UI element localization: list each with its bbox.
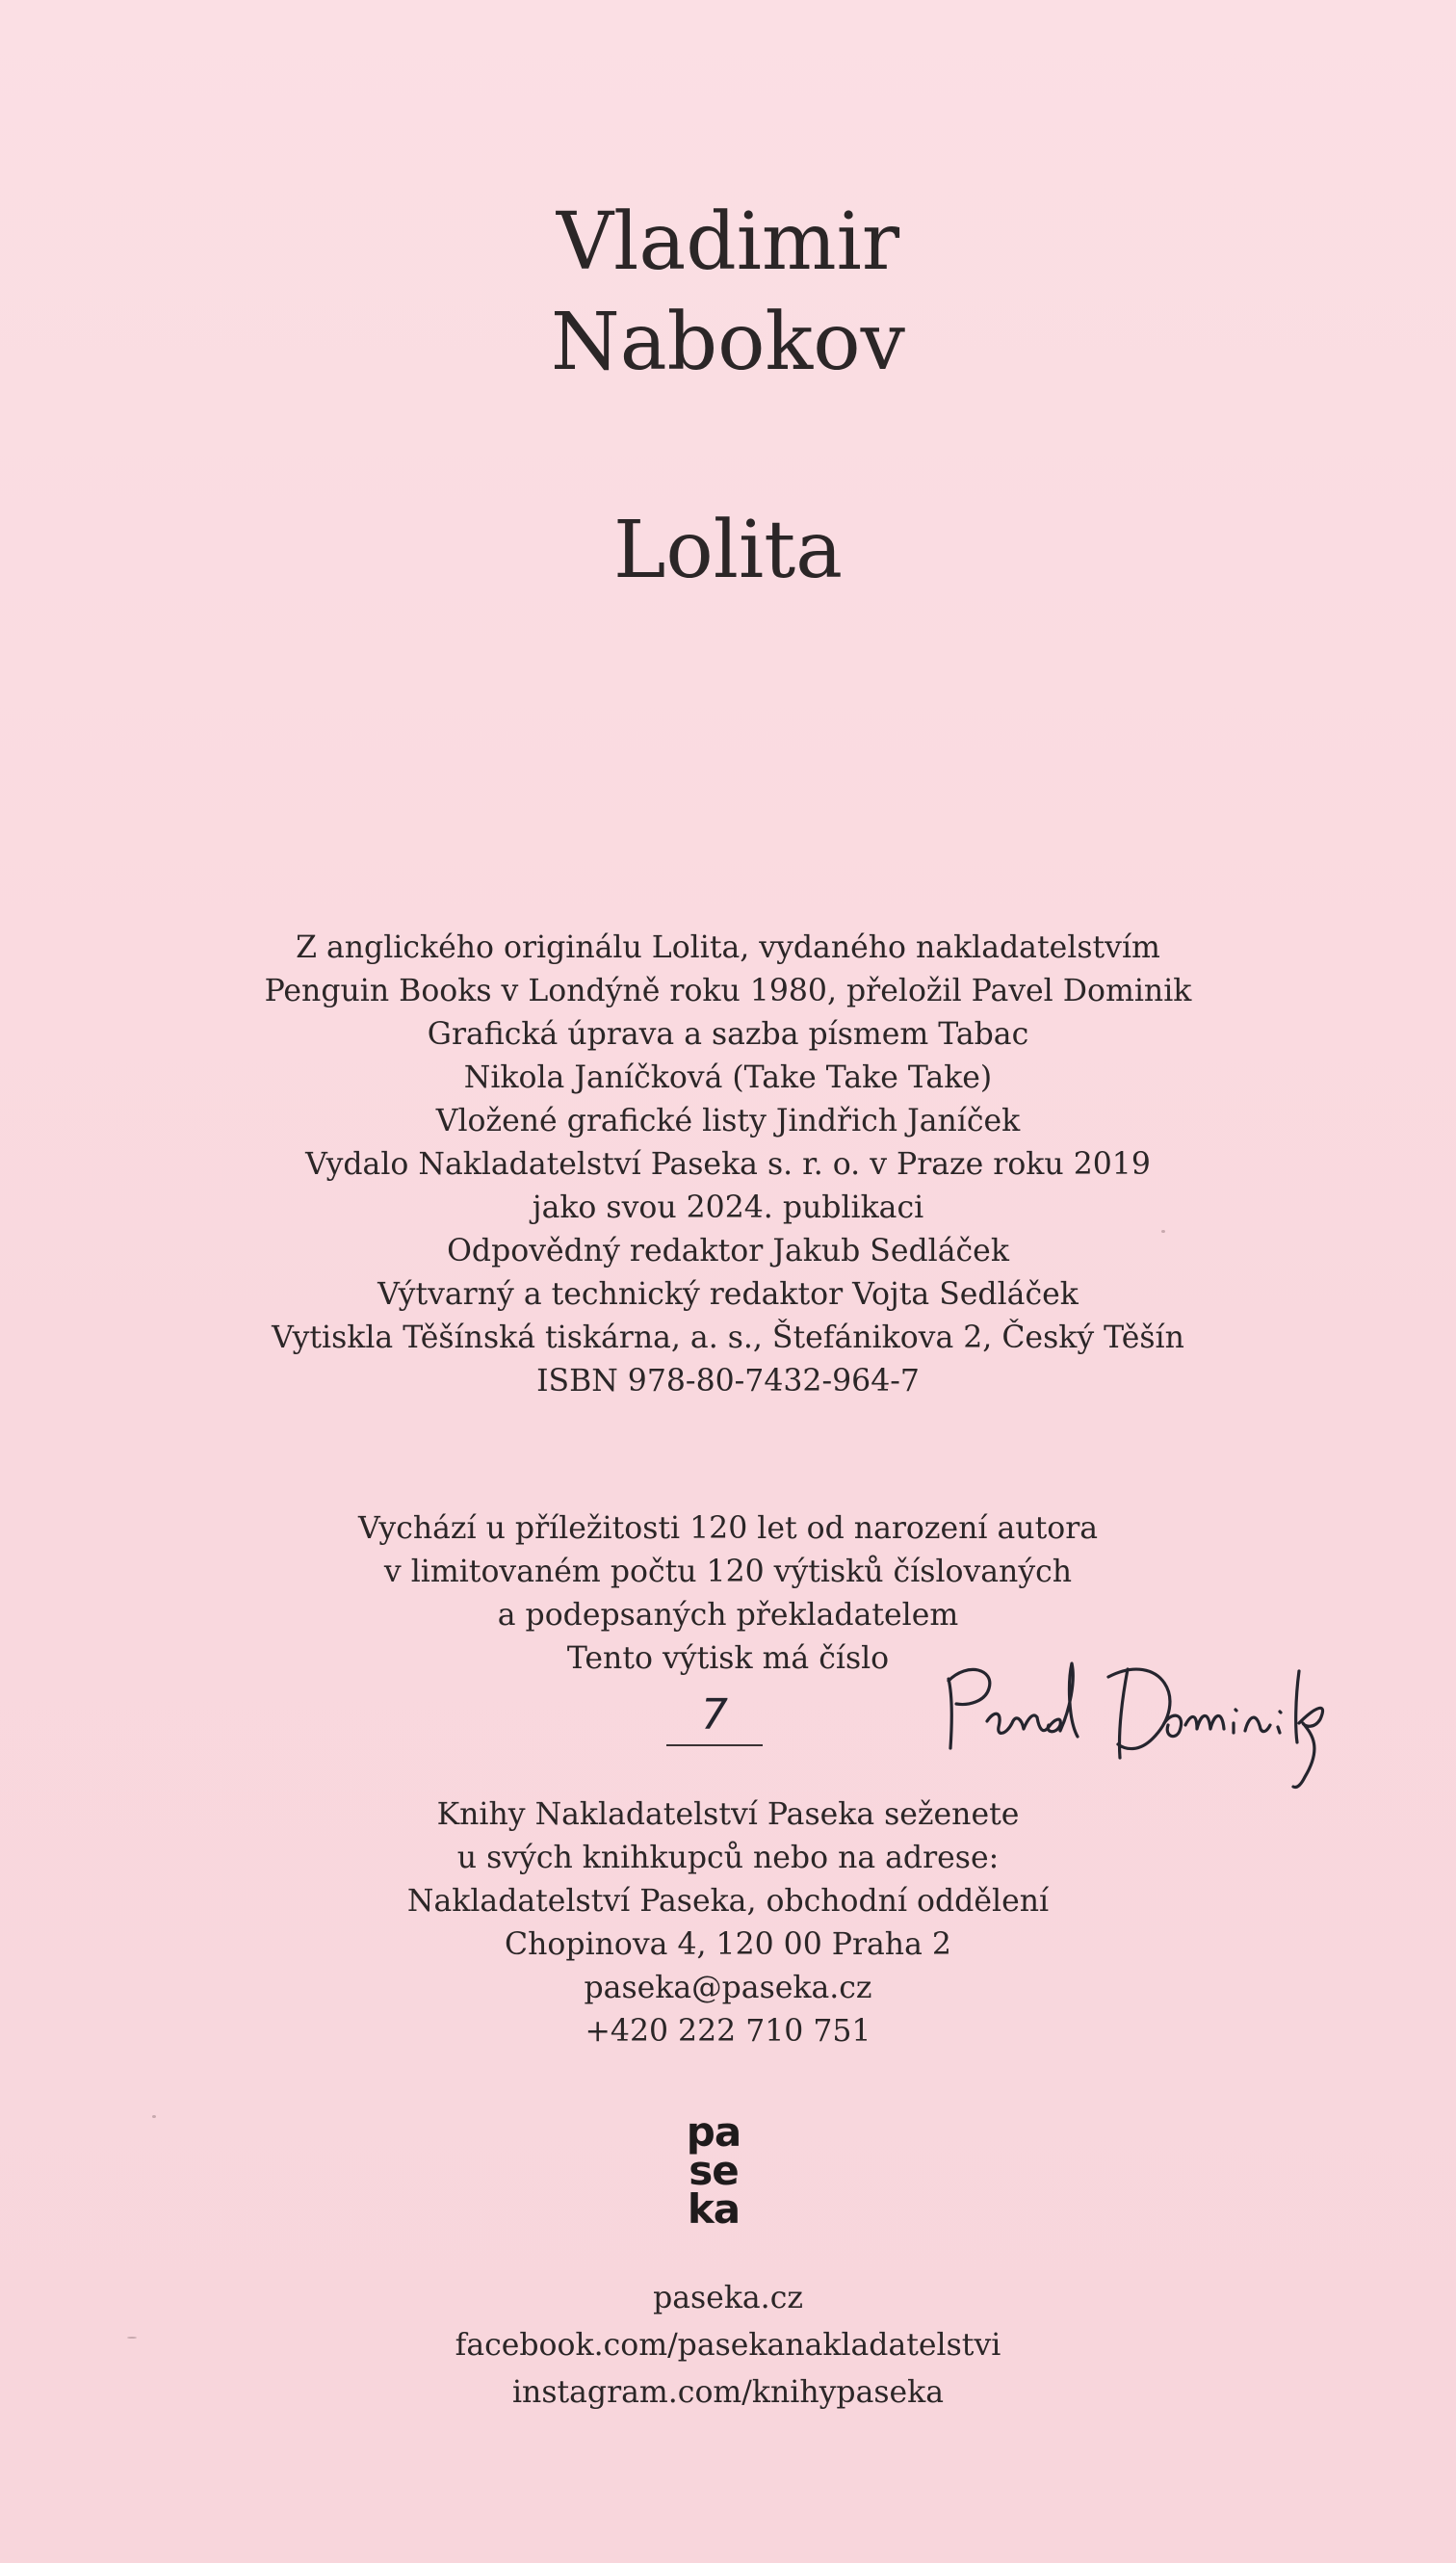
copy-number-underline [666,1744,763,1746]
contact-phone: +420 222 710 751 [585,2014,871,2049]
logo-line: pa [686,2108,741,2156]
contact-line: Nakladatelství Paseka, obchodní oddělení [406,1884,1050,1919]
contact-email[interactable]: paseka@paseka.cz [584,1971,872,2005]
book-title: Lolita [612,505,844,596]
colophon-line: Výtvarný a technický redaktor Vojta Sedláček [377,1277,1079,1312]
logo-line: ka [687,2185,741,2233]
colophon-line: Penguin Books v Londýně roku 1980, přeložil Pavel Dominik [264,974,1192,1008]
logo-line: se [689,2147,739,2194]
colophon-line: Vydalo Nakladatelství Paseka s. r. o. v Praze roku 2019 [305,1147,1151,1182]
web-links [0,2275,1456,2417]
author-name [0,193,1456,393]
paper-speck [152,2115,156,2118]
paper-speck [1161,1230,1165,1233]
colophon-line: Z anglického originálu Lolita, vydaného nakladatelstvím [296,930,1160,965]
instagram-link[interactable]: instagram.com/knihypaseka [511,2375,945,2410]
paseka-logo [680,2108,747,2233]
contact-line: Knihy Nakladatelství Paseka seženete [436,1797,1020,1832]
colophon-line: Vytiskla Těšínská tiskárna, a. s., Štefánikova 2, Český Těšín [272,1321,1184,1355]
colophon-line: Nikola Janíčková (Take Take Take) [463,1060,993,1095]
contact-address: Chopinova 4, 120 00 Praha 2 [505,1927,951,1962]
colophon-line: Grafická úprava a sazba písmem Tabac [427,1017,1029,1052]
colophon-line: Odpovědný redaktor Jakub Sedláček [447,1234,1009,1268]
colophon-line: jako svou 2024. publikaci [532,1190,924,1225]
limited-edition-line: Vychází u příležitosti 120 let od narození autora [357,1511,1099,1546]
contact-line: u svých knihkupců nebo na adrese: [456,1841,1000,1875]
author-first-name: Vladimir [556,196,900,288]
colophon [0,927,1456,1403]
limited-edition-line: a podepsaných překladatelem [497,1598,959,1633]
translator-signature [939,1642,1363,1796]
copy-number-label: Tento výtisk má číslo [566,1641,890,1676]
colophon-line: Vložené grafické listy Jindřich Janíček [435,1104,1021,1138]
copy-number: 7 [701,1690,728,1739]
website-link[interactable]: paseka.cz [653,2281,803,2315]
isbn: ISBN 978-80-7432-964-7 [536,1364,920,1399]
contact-info [0,1793,1456,2053]
limited-edition-line: v limitovaném počtu 120 výtisků číslovaných [383,1555,1073,1589]
facebook-link[interactable]: facebook.com/pasekanakladatelstvi [455,2328,1001,2363]
author-last-name: Nabokov [551,297,905,388]
paper-speck [127,2337,137,2339]
